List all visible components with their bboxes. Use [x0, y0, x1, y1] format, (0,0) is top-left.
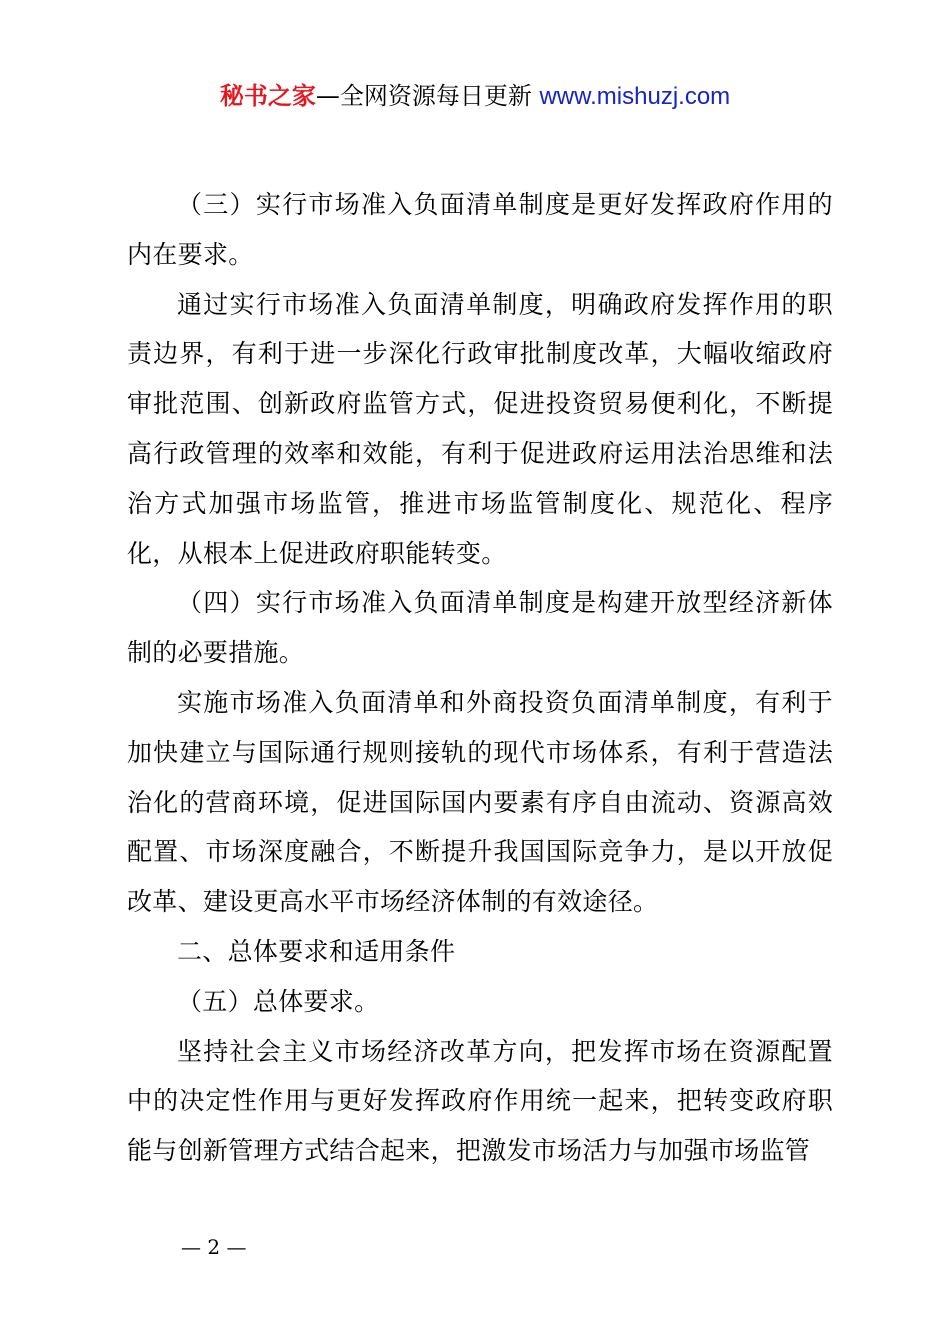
document-body: [127, 180, 833, 1176]
section-heading-4: （四）实行市场准入负面清单制度是构建开放型经济新体制的必要措施。: [127, 588, 833, 668]
site-header: [0, 78, 950, 115]
chapter-heading: 二、总体要求和适用条件: [177, 936, 456, 966]
section-heading-3: （三）实行市场准入负面清单制度是更好发挥政府作用的内在要求。: [127, 190, 833, 269]
site-brand: 秘书之家: [219, 82, 316, 110]
section-heading-5: （五）总体要求。: [177, 986, 380, 1016]
site-url-link[interactable]: www.mishuzj.com: [539, 83, 731, 110]
body-paragraph: 坚持社会主义市场经济改革方向，把发挥市场在资源配置中的决定性作用与更好发挥政府作用统一起来，把转变政府职能与创新管理方式结合起来，把激发市场活力与加强市场监管: [127, 1036, 833, 1166]
page-number: — 2 —: [181, 1235, 247, 1259]
body-paragraph: 通过实行市场准入负面清单制度，明确政府发挥作用的职责边界，有利于进一步深化行政审批制度改革，大幅收缩政府审批范围、创新政府监管方式，促进投资贸易便利化，不断提高行政管理的效率和效能，有利于促进政府运用法治思维和法治方式加强市场监管，推进市场监管制度化、规范化、程序化，从根本上促进政府职能转变。: [127, 289, 833, 568]
body-paragraph: 实施市场准入负面清单和外商投资负面清单制度，有利于加快建立与国际通行规则接轨的现代市场体系，有利于营造法治化的营商环境，促进国际国内要素有序自由流动、资源高效配置、市场深度融合，不断提升我国国际竞争力，是以开放促改革、建设更高水平市场经济体制的有效途径。: [127, 687, 833, 917]
site-tagline: —全网资源每日更新: [315, 82, 532, 110]
